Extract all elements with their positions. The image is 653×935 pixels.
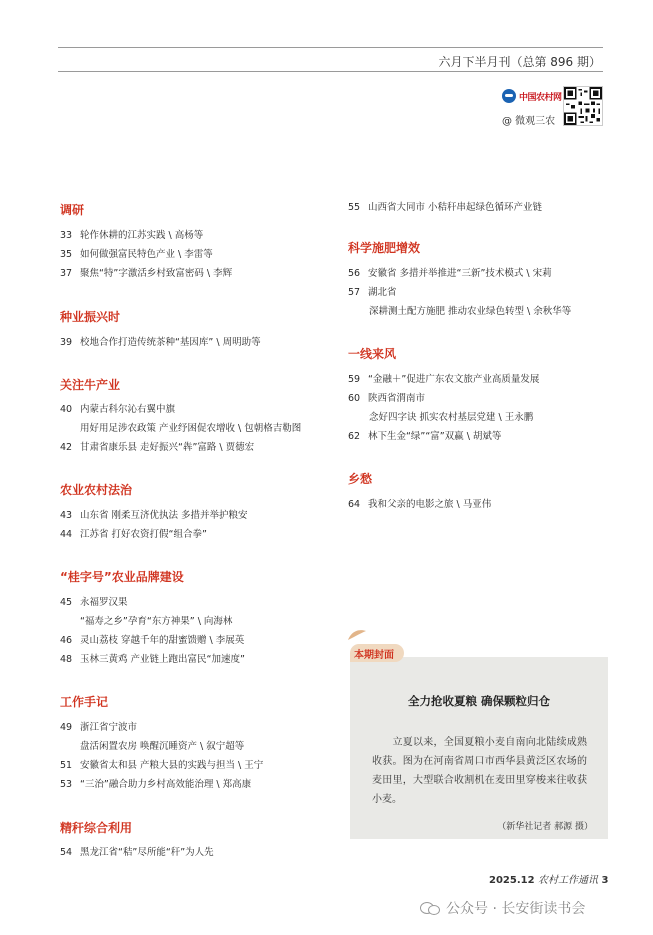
toc-entry[interactable]: 43 山东省 刚柔互济优执法 多措并举护粮安: [60, 510, 248, 521]
section-title: 乡愁: [348, 472, 373, 486]
toc-entry[interactable]: 33 轮作休耕的江苏实践 \ 高杨等: [60, 230, 204, 241]
cover-title: 全力抢收夏粮 确保颗粒归仓: [407, 694, 550, 708]
toc-entry[interactable]: 40 内蒙古科尔沁右翼中旗: [60, 404, 176, 415]
section-title: “桂字号”农业品牌建设: [60, 570, 184, 584]
toc-entry[interactable]: 46 灵山荔枝 穿越千年的甜蜜馈赠 \ 李展英: [60, 635, 245, 646]
toc-entry-subtitle[interactable]: 念好四字诀 抓实农村基层党建 \ 王永鹏: [369, 412, 534, 423]
toc-entry[interactable]: 64 我和父亲的电影之旅 \ 马亚伟: [348, 499, 492, 510]
toc-entry[interactable]: 42 甘肃省康乐县 走好振兴“犇”富路 \ 贾德宏: [60, 442, 255, 453]
page-footer: [489, 871, 608, 886]
header-rule-top: [58, 47, 603, 48]
footer-magazine: 农村工作通讯: [538, 875, 599, 886]
toc-entry[interactable]: 57 湖北省: [348, 287, 397, 298]
toc-entry[interactable]: 51 安徽省太和县 产粮大县的实践与担当 \ 王宁: [60, 760, 264, 771]
wechat-icon: [420, 900, 440, 916]
toc-entry[interactable]: 39 校地合作打造传统茶种“基因库” \ 周明助等: [60, 337, 261, 348]
toc-entry[interactable]: 44 江苏省 打好农资打假“组合拳”: [60, 529, 207, 540]
toc-entry-subtitle[interactable]: 盘活闲置农房 唤醒沉睡资产 \ 叙宁超等: [80, 741, 245, 752]
photo-credit: （新华社记者 郝源 摄）: [497, 822, 593, 832]
section-title: 科学施肥增效: [348, 241, 421, 255]
header-rule-bottom: [58, 71, 603, 72]
section-title: 农业农村法治: [60, 483, 133, 497]
globe-icon: [502, 89, 516, 103]
logo-text: 中国农村网: [519, 92, 562, 103]
toc-entry[interactable]: 53 “三治”融合助力乡村高效能治理 \ 郑高康: [60, 779, 252, 790]
footer-date: 2025.12: [489, 875, 535, 886]
watermark-text: 公众号 · 长安街读书会: [446, 901, 586, 917]
section-title: 一线来风: [348, 347, 397, 361]
toc-entry[interactable]: 35 如何做强富民特色产业 \ 李雷等: [60, 249, 213, 260]
section-title: 工作手记: [60, 695, 109, 709]
toc-entry[interactable]: 49 浙江省宁波市: [60, 722, 138, 733]
issue-label: 六月下半月刊（总第 896 期）: [438, 55, 601, 69]
toc-entry-subtitle[interactable]: “福寿之乡”孕育“东方神果” \ 向海林: [80, 616, 233, 627]
cover-description: 立夏以来，全国夏粮小麦自南向北陆续成熟收获。图为在河南省周口市西华县黄泛区农场的麦田里，大型联合收割机在麦田里穿梭来往收获小麦。: [372, 737, 587, 805]
section-title: 调研: [60, 203, 85, 217]
toc-entry[interactable]: 54 黑龙江省“秸”尽所能“秆”为人先: [60, 847, 214, 858]
leaf-icon: [346, 628, 368, 642]
toc-entry[interactable]: 37 聚焦“特”字激活乡村致富密码 \ 李辉: [60, 268, 233, 279]
section-title: 种业振兴时: [60, 310, 121, 324]
toc-entry[interactable]: 45 永福罗汉果: [60, 597, 128, 608]
toc-entry[interactable]: 60 陕西省渭南市: [348, 393, 426, 404]
cover-tag-label: 本期封面: [354, 649, 394, 661]
page-number: 3: [601, 875, 609, 886]
toc-entry[interactable]: 56 安徽省 多措并举推进“三新”技术模式 \ 宋莉: [348, 268, 552, 279]
toc-entry[interactable]: 59 “金融＋”促进广东农文旅产业高质量发展: [348, 374, 540, 385]
cover-tag: [350, 644, 404, 662]
weibo-handle: @ 微观三农: [502, 116, 556, 127]
toc-entry-subtitle[interactable]: 用好用足涉农政策 产业纾困促农增收 \ 包朝格吉勒图: [80, 423, 302, 434]
watermark: [420, 898, 585, 918]
site-logo[interactable]: [502, 89, 562, 103]
toc-entry[interactable]: 62 林下生金“绿”“富”双赢 \ 胡斌等: [348, 431, 502, 442]
toc-entry[interactable]: 55 山西省大同市 小秸秆串起绿色循环产业链: [348, 202, 543, 213]
section-title: 精秆综合利用: [60, 821, 133, 835]
toc-entry-subtitle[interactable]: 深耕测土配方施肥 推动农业绿色转型 \ 余秋华等: [369, 306, 572, 317]
qr-code-icon[interactable]: [563, 86, 603, 126]
section-title: 关注牛产业: [60, 378, 121, 392]
toc-entry[interactable]: 48 玉林三黄鸡 产业链上跑出富民“加速度”: [60, 654, 245, 665]
